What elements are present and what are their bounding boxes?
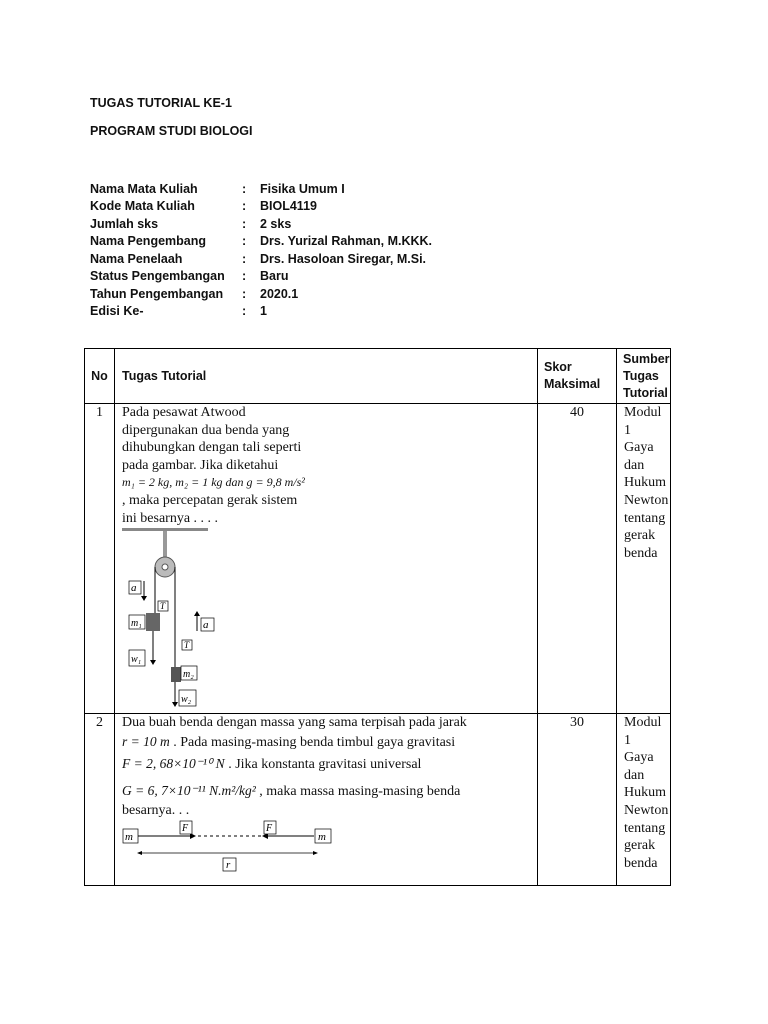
task-text: , maka massa masing-masing benda	[259, 783, 461, 799]
info-value: Drs. Hasoloan Siregar, M.Si.	[260, 251, 427, 266]
info-colon: :	[242, 216, 247, 231]
gravitation-diagram	[122, 820, 352, 874]
arrow-head-icon	[172, 702, 178, 707]
distance-formula: r = 10 m	[122, 733, 170, 749]
info-row	[90, 180, 432, 198]
info-colon: :	[242, 251, 247, 266]
tension-label-left: T	[160, 601, 166, 612]
info-value: Drs. Yurizal Rahman, M.KKK.	[260, 234, 433, 249]
header-no: No	[85, 349, 115, 404]
source-line: Modul 1	[624, 405, 662, 438]
info-label: Edisi Ke-	[90, 304, 144, 319]
mass-label-1: m₁	[131, 618, 142, 630]
task-line: ini besarnya . . . .	[122, 510, 219, 526]
source-line: Modul 1	[624, 715, 662, 748]
table-row	[85, 404, 671, 714]
header-score-line: Maksimal	[544, 377, 601, 391]
source-line: Hukum	[624, 785, 666, 801]
source-line: gerak	[624, 528, 656, 544]
course-info	[90, 180, 432, 320]
tension-label-right: T	[184, 640, 190, 651]
pulley-axle	[162, 564, 168, 570]
source-line: benda	[624, 855, 658, 871]
accel-label-left: a	[131, 582, 137, 595]
program-title: PROGRAM STUDI BIOLOGI	[90, 124, 253, 138]
task-line: Dua buah benda dengan massa yang sama terpisah pada jarak	[122, 715, 467, 730]
force-label-right: F	[266, 822, 273, 834]
info-colon: :	[242, 234, 247, 249]
ceiling-bar	[122, 528, 208, 531]
source-line: Gaya	[624, 440, 654, 456]
header-task: Tugas Tutorial	[115, 349, 538, 404]
header-score-line: Skor	[544, 360, 572, 374]
task-line	[122, 782, 537, 801]
task-line: dihubungkan dengan tali seperti	[122, 440, 302, 456]
source-line: Newton	[624, 802, 669, 818]
tutorial-table	[84, 348, 671, 886]
row-number: 1	[85, 404, 115, 714]
info-label: Nama Pengembang	[90, 234, 207, 249]
info-row	[90, 198, 432, 216]
source-line: dan	[624, 457, 645, 473]
weight-label-2: w₂	[181, 694, 192, 706]
info-colon: :	[242, 181, 247, 196]
header-source-line: Tugas	[623, 368, 659, 383]
info-value: BIOL4119	[260, 199, 317, 214]
task-line	[122, 755, 537, 774]
score-cell: 30	[538, 714, 617, 886]
force-formula: F = 2, 68×10⁻¹⁰ N	[122, 756, 225, 772]
header-source	[617, 349, 671, 404]
task-line: , maka percepatan gerak sistem	[122, 492, 298, 508]
header-source-line: Tutorial	[623, 385, 668, 400]
force-label-left: F	[182, 822, 189, 834]
info-value: Baru	[260, 269, 289, 284]
task-text: . Jika konstanta gravitasi universal	[228, 757, 422, 773]
info-label: Jumlah sks	[90, 216, 159, 231]
mass-block-1	[146, 613, 160, 631]
doc-title: TUGAS TUTORIAL KE-1	[90, 96, 232, 110]
table-header-row	[85, 349, 671, 404]
header-score	[538, 349, 617, 404]
source-cell	[617, 404, 671, 714]
given-formula: m₁ = 2 kg, m₂ = 1 kg dan g = 9,8 m/s²	[122, 475, 305, 490]
task-cell	[115, 714, 538, 886]
arrow-head-icon	[194, 611, 200, 616]
info-label: Nama Penelaah	[90, 251, 183, 266]
score-cell: 40	[538, 404, 617, 714]
info-colon: :	[242, 199, 247, 214]
mass-label-right: m	[318, 830, 326, 843]
task-line: dipergunakan dua benda yang	[122, 422, 290, 438]
info-label: Tahun Pengembangan	[90, 286, 224, 301]
source-line: Hukum	[624, 475, 666, 491]
arrow-head-icon	[313, 851, 318, 855]
info-value: 2 sks	[260, 216, 292, 231]
info-row	[90, 250, 432, 268]
info-row	[90, 268, 432, 286]
source-line: tentang	[624, 510, 666, 526]
arrow-head-icon	[150, 660, 156, 665]
info-value: Fisika Umum I	[260, 181, 345, 196]
task-line: Pada pesawat Atwood	[122, 405, 246, 420]
task-cell	[115, 404, 538, 714]
info-row	[90, 233, 432, 251]
arrow-head-icon	[137, 851, 142, 855]
weight-label-1: w₁	[131, 654, 142, 666]
info-row	[90, 285, 432, 303]
source-line: Newton	[624, 492, 669, 508]
mass-label-left: m	[125, 830, 133, 843]
source-cell	[617, 714, 671, 886]
task-line: pada gambar. Jika diketahui	[122, 457, 279, 473]
atwood-diagram	[122, 527, 332, 710]
source-line: tentang	[624, 820, 666, 836]
info-value: 1	[260, 304, 267, 319]
table-row	[85, 714, 671, 886]
source-line: benda	[624, 545, 658, 561]
source-line: gerak	[624, 838, 656, 854]
mass-label-2: m₂	[183, 669, 194, 681]
info-label: Kode Mata Kuliah	[90, 199, 195, 214]
info-row	[90, 303, 432, 321]
source-line: Gaya	[624, 750, 654, 766]
gravity-constant-formula: G = 6, 7×10⁻¹¹ N.m²/kg²	[122, 782, 256, 798]
arrow-head-icon	[141, 596, 147, 601]
task-text: . Pada masing-masing benda timbul gaya gravitasi	[173, 734, 456, 750]
info-colon: :	[242, 304, 247, 319]
info-colon: :	[242, 269, 247, 284]
source-line: dan	[624, 767, 645, 783]
header-source-line: Sumber	[623, 351, 670, 366]
task-line	[122, 733, 537, 752]
info-row	[90, 215, 432, 233]
distance-label: r	[226, 858, 231, 871]
info-colon: :	[242, 286, 247, 301]
info-label: Status Pengembangan	[90, 269, 225, 284]
info-value: 2020.1	[260, 286, 299, 301]
row-number: 2	[85, 714, 115, 886]
accel-label-right: a	[203, 619, 209, 632]
info-label: Nama Mata Kuliah	[90, 181, 198, 196]
task-line: besarnya. . .	[122, 803, 190, 819]
mass-block-2	[171, 667, 181, 682]
